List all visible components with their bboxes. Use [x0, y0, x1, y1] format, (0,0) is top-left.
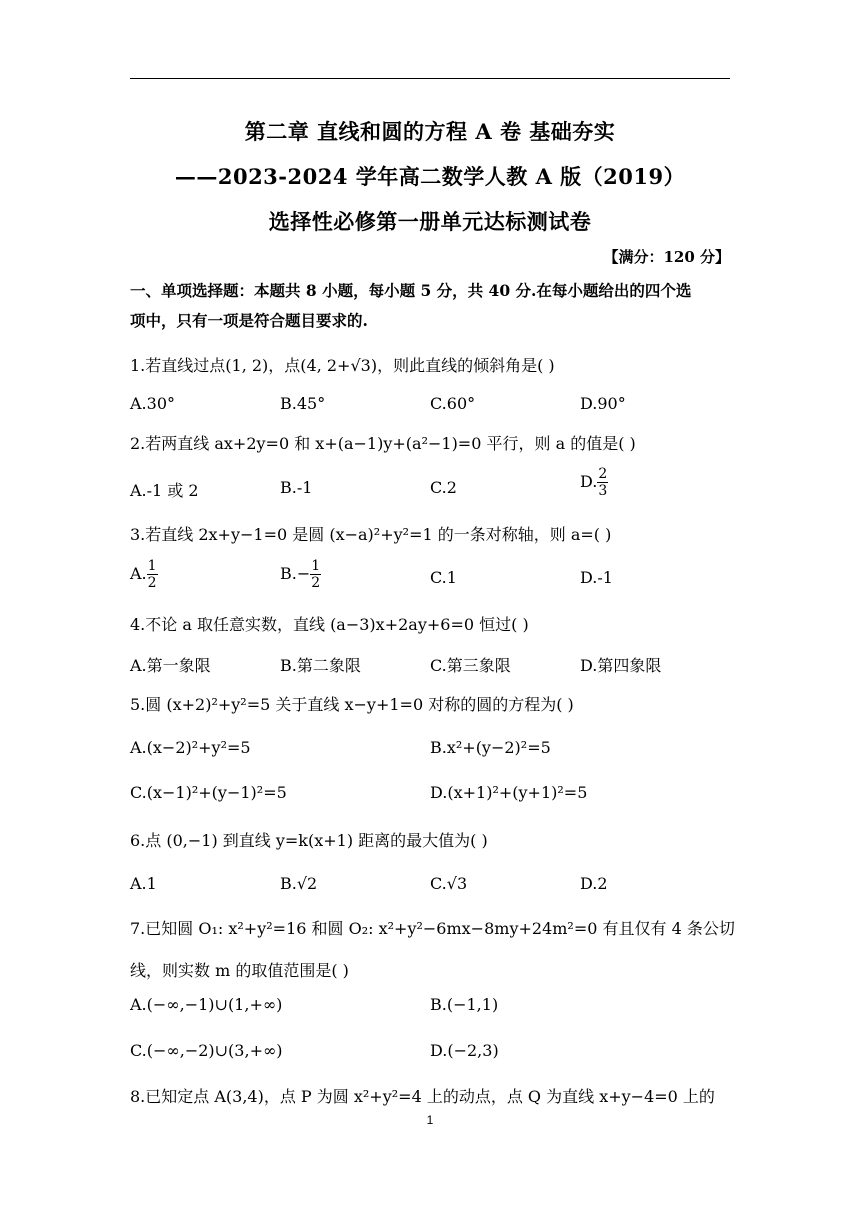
q1-option-b: B.45° — [280, 394, 326, 413]
q1-option-a: A.30° — [130, 394, 175, 413]
q2-option-c: C.2 — [430, 478, 457, 497]
q3-option-b-label: B.− — [280, 564, 311, 583]
q3-option-a — [130, 558, 158, 591]
q3-option-a-fraction — [147, 558, 158, 591]
title-line-3: 选择性必修第一册单元达标测试卷 — [268, 209, 592, 234]
section-1-heading — [130, 276, 730, 336]
title-line-1: 第二章 直线和圆的方程 A 卷 基础夯实 — [244, 119, 616, 144]
q7-option-d: D.(−2,3) — [430, 1041, 499, 1060]
q6-option-c: C.√3 — [430, 874, 468, 893]
question-5-stem: 5.圆 (x+2)²+y²=5 关于直线 x−y+1=0 对称的圆的方程为( ) — [130, 695, 574, 714]
q2-option-d-fraction — [597, 466, 608, 499]
question-7-stem-line-2: 线，则实数 m 的取值范围是( ) — [130, 961, 349, 980]
title-line-2: ——2023-2024 学年高二数学人教 A 版（2019） — [174, 164, 686, 189]
q2-option-b: B.-1 — [280, 478, 313, 497]
q5-option-b: B.x²+(y−2)²=5 — [430, 738, 551, 757]
q3-option-d: D.-1 — [580, 568, 613, 587]
full-score-label: 【满分：120 分】 — [603, 248, 730, 266]
q3-option-a-label: A. — [130, 564, 147, 583]
q6-option-d: D.2 — [580, 874, 608, 893]
question-1-stem: 1.若直线过点(1, 2)，点(4, 2+√3)，则此直线的倾斜角是( ) — [130, 356, 555, 375]
header-rule — [130, 78, 730, 79]
q2-option-a: A.-1 或 2 — [130, 481, 199, 500]
question-8-stem: 8.已知定点 A(3,4)，点 P 为圆 x²+y²=4 上的动点，点 Q 为直线 x+y−4=0 上的 — [130, 1087, 715, 1106]
q7-option-a: A.(−∞,−1)∪(1,+∞) — [130, 995, 283, 1014]
q3-option-a-numerator: 1 — [147, 558, 157, 574]
question-3-stem: 3.若直线 2x+y−1=0 是圆 (x−a)²+y²=1 的一条对称轴，则 a=( ) — [130, 525, 612, 544]
q4-option-a: A.第一象限 — [130, 656, 211, 675]
q2-option-d — [580, 466, 608, 499]
q4-option-b: B.第二象限 — [280, 656, 361, 675]
question-4-stem: 4.不论 a 取任意实数，直线 (a−3)x+2ay+6=0 恒过( ) — [130, 615, 529, 634]
section-1-heading-line-1: 一、单项选择题：本题共 8 小题，每小题 5 分，共 40 分.在每小题给出的四个选 — [130, 281, 692, 300]
question-6-stem: 6.点 (0,−1) 到直线 y=k(x+1) 距离的最大值为( ) — [130, 831, 488, 850]
q6-option-b: B.√2 — [280, 874, 318, 893]
q3-option-b-denominator: 2 — [311, 575, 321, 591]
q5-option-c: C.(x−1)²+(y−1)²=5 — [130, 783, 287, 802]
q6-option-a: A.1 — [130, 874, 157, 893]
q3-option-a-denominator: 2 — [147, 575, 157, 591]
q2-option-d-numerator: 2 — [598, 466, 608, 482]
q4-option-c: C.第三象限 — [430, 656, 511, 675]
q5-option-d: D.(x+1)²+(y+1)²=5 — [430, 783, 588, 802]
q5-option-a: A.(x−2)²+y²=5 — [130, 738, 251, 757]
q3-option-b-numerator: 1 — [311, 558, 321, 574]
q1-option-c: C.60° — [430, 394, 476, 413]
q3-option-c: C.1 — [430, 568, 457, 587]
q1-option-d: D.90° — [580, 394, 626, 413]
question-7-stem-line-1: 7.已知圆 O₁: x²+y²=16 和圆 O₂: x²+y²−6mx−8my+24m²=0 有且仅有 4 条公切 — [130, 919, 735, 938]
q7-option-b: B.(−1,1) — [430, 995, 499, 1014]
q2-option-d-denominator: 3 — [598, 483, 608, 499]
q2-option-d-label: D. — [580, 472, 598, 491]
question-2-stem: 2.若两直线 ax+2y=0 和 x+(a−1)y+(a²−1)=0 平行，则 a 的值是( ) — [130, 434, 636, 453]
section-1-heading-line-2: 项中，只有一项是符合题目要求的. — [130, 311, 368, 330]
page-number: 1 — [426, 1113, 434, 1127]
q4-option-d: D.第四象限 — [580, 656, 662, 675]
q3-option-b-fraction — [310, 558, 321, 591]
q3-option-b — [280, 558, 321, 591]
q7-option-c: C.(−∞,−2)∪(3,+∞) — [130, 1041, 283, 1060]
